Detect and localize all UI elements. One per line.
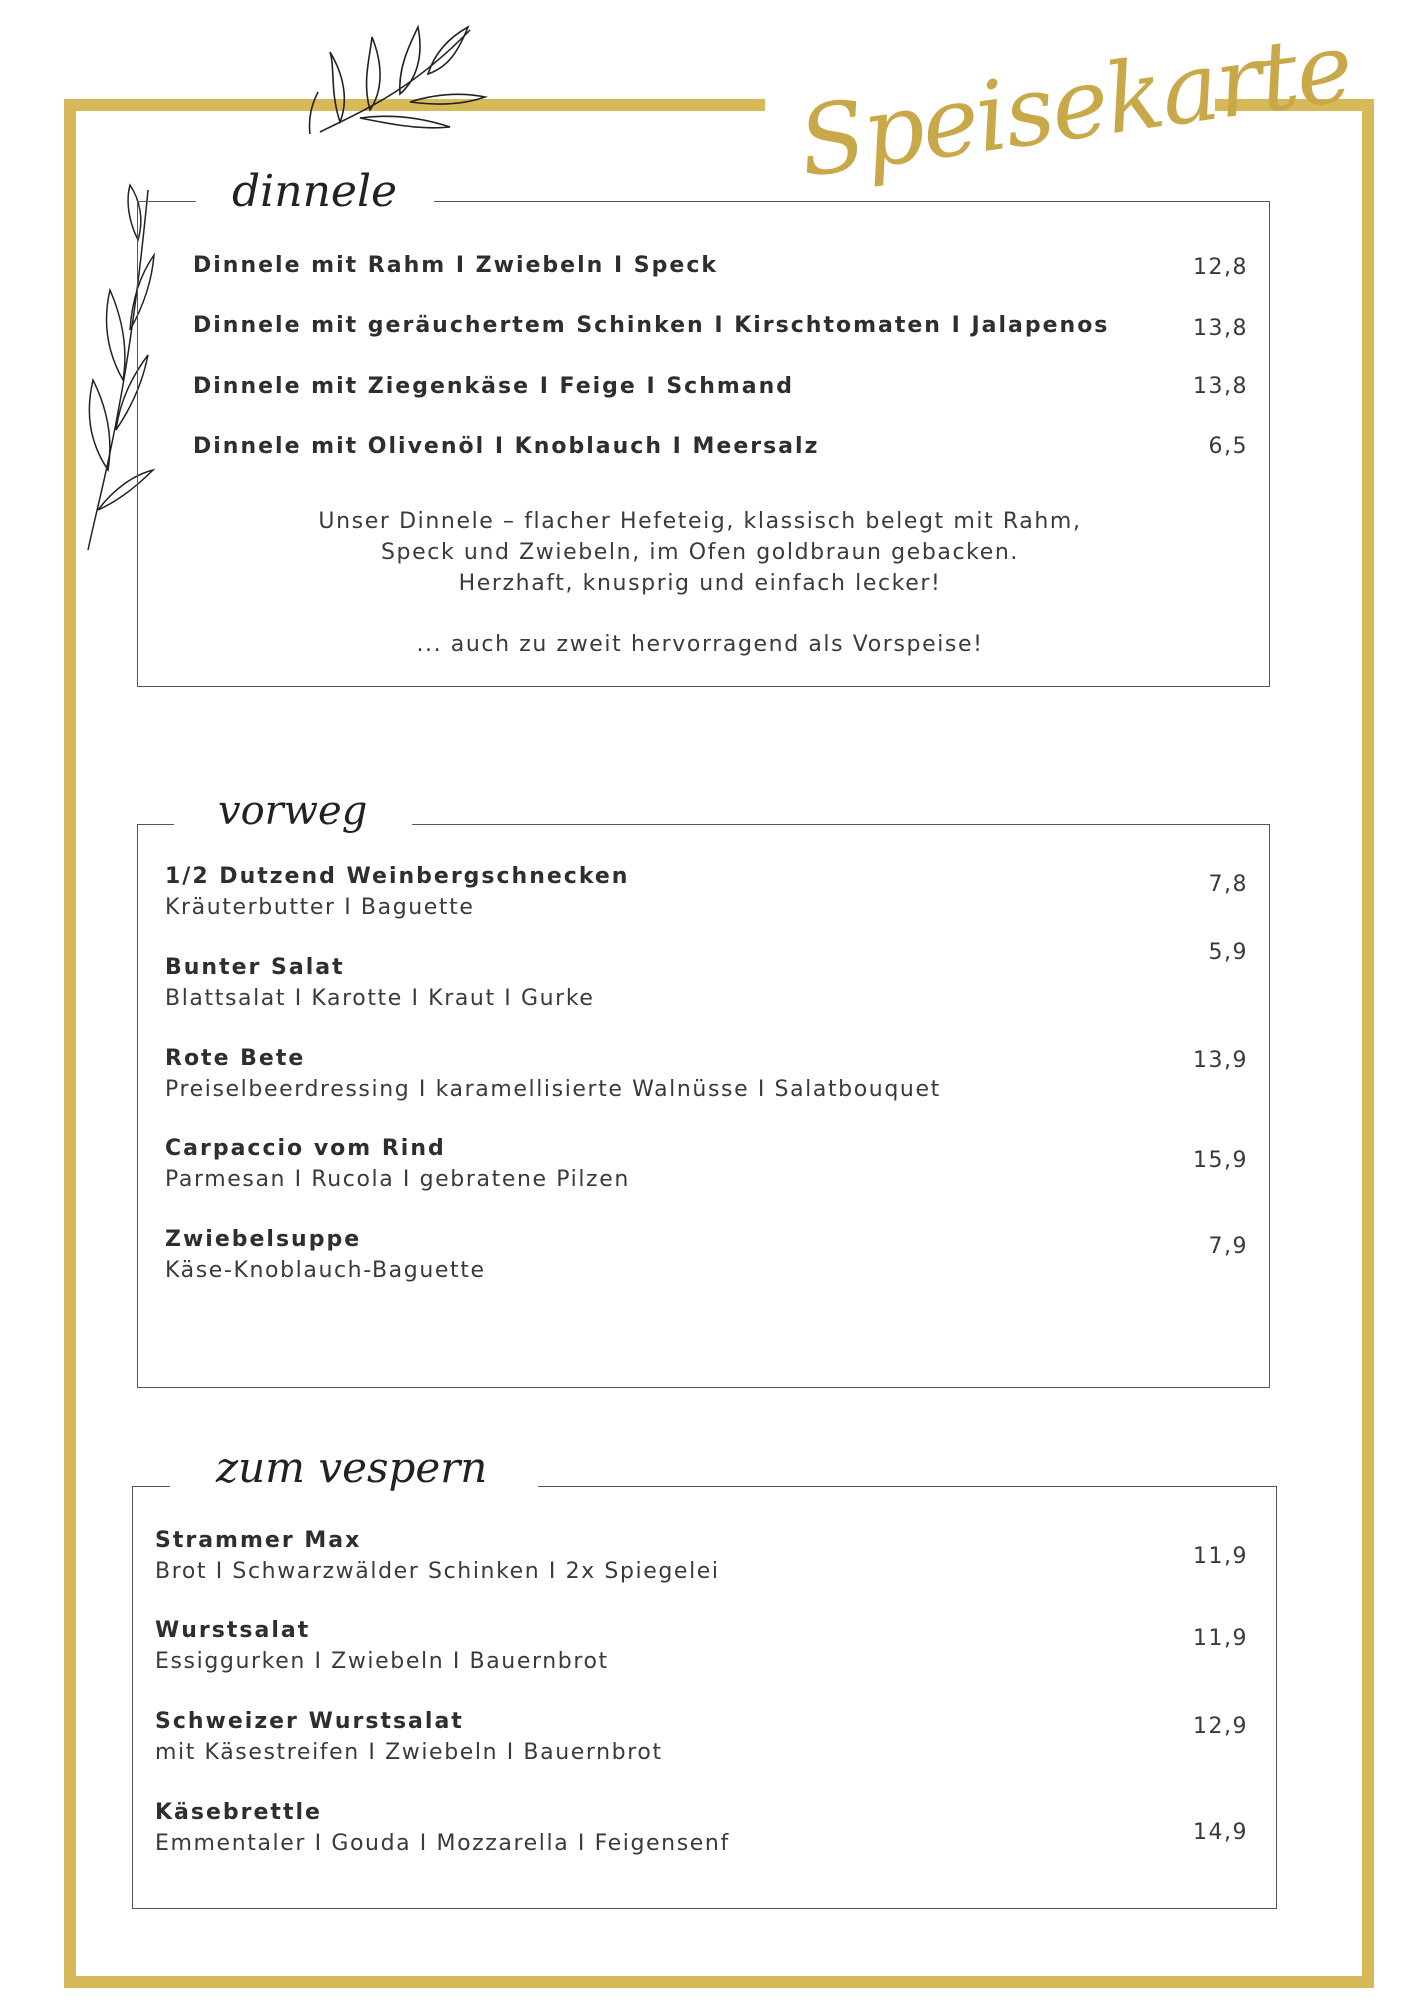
item-name: Zwiebelsuppe <box>165 1227 362 1252</box>
list-item <box>165 955 595 1011</box>
item-price: 13,8 <box>1193 316 1248 341</box>
item-name: Bunter Salat <box>165 955 345 980</box>
note-line: Unser Dinnele – flacher Hefeteig, klassisch belegt mit Rahm, <box>318 509 1082 534</box>
list-item <box>155 1528 720 1584</box>
item-price: 5,9 <box>1208 940 1248 965</box>
item-desc: Kräuterbutter I Baguette <box>165 895 475 920</box>
item-price: 13,8 <box>1193 374 1248 399</box>
list-item <box>155 1618 609 1674</box>
item-price: 12,8 <box>1193 255 1248 280</box>
dinnele-note <box>200 506 1200 660</box>
list-item <box>165 1227 486 1283</box>
item-name: Dinnele mit Olivenöl I Knoblauch I Meersalz <box>193 434 820 459</box>
item-name: Dinnele mit Rahm I Zwiebeln I Speck <box>193 253 718 278</box>
leaf-sprig-icon <box>300 22 490 172</box>
item-desc: Parmesan I Rucola I gebratene Pilzen <box>165 1167 630 1192</box>
dinnele-label <box>196 162 434 222</box>
item-price: 15,9 <box>1193 1148 1248 1173</box>
vesper-label <box>170 1434 538 1504</box>
item-name: Dinnele mit Ziegenkäse I Feige I Schmand <box>193 374 795 399</box>
item-price: 6,5 <box>1208 434 1248 459</box>
item-name: Käsebrettle <box>155 1800 322 1825</box>
vorweg-label-text: vorweg <box>218 788 368 834</box>
note-line: Herzhaft, knusprig und einfach lecker! <box>458 571 942 596</box>
item-name: Rote Bete <box>165 1046 306 1071</box>
item-price: 14,9 <box>1193 1820 1248 1845</box>
item-desc: Preiselbeerdressing I karamellisierte Walnüsse I Salatbouquet <box>165 1077 941 1102</box>
list-item <box>193 313 1109 338</box>
item-desc: mit Käsestreifen I Zwiebeln I Bauernbrot <box>155 1740 663 1765</box>
list-item <box>165 864 629 920</box>
vorweg-label <box>174 780 412 840</box>
vesper-label-text: zum vespern <box>216 1443 488 1492</box>
item-name: 1/2 Dutzend Weinbergschnecken <box>165 864 630 889</box>
item-price: 7,8 <box>1208 872 1248 897</box>
page-title <box>790 10 1358 210</box>
page-title-text: Speisekarte <box>792 10 1358 200</box>
item-name: Schweizer Wurstsalat <box>155 1709 464 1734</box>
item-desc: Emmentaler I Gouda I Mozzarella I Feigensenf <box>155 1831 730 1856</box>
item-price: 12,9 <box>1193 1714 1248 1739</box>
list-item <box>165 1046 941 1102</box>
item-name: Wurstsalat <box>155 1618 311 1643</box>
item-price: 7,9 <box>1208 1234 1248 1259</box>
list-item <box>165 1136 630 1192</box>
note-line: ... auch zu zweit hervorragend als Vorspeise! <box>416 632 984 657</box>
item-desc: Käse-Knoblauch-Baguette <box>165 1258 486 1283</box>
item-name: Strammer Max <box>155 1528 362 1553</box>
item-price: 13,9 <box>1193 1048 1248 1073</box>
list-item <box>155 1800 730 1856</box>
item-name: Dinnele mit geräuchertem Schinken I Kirschtomaten I Jalapenos <box>193 313 1110 338</box>
list-item <box>155 1709 663 1765</box>
item-desc: Brot I Schwarzwälder Schinken I 2x Spiegelei <box>155 1559 720 1584</box>
note-line: Speck und Zwiebeln, im Ofen goldbraun gebacken. <box>380 540 1019 565</box>
item-price: 11,9 <box>1193 1544 1248 1569</box>
list-item <box>193 434 819 459</box>
item-name: Carpaccio vom Rind <box>165 1136 446 1161</box>
item-desc: Blattsalat I Karotte I Kraut I Gurke <box>165 986 595 1011</box>
list-item <box>193 253 718 278</box>
dinnele-label-text: dinnele <box>232 166 398 217</box>
item-price: 11,9 <box>1193 1626 1248 1651</box>
item-desc: Essiggurken I Zwiebeln I Bauernbrot <box>155 1649 609 1674</box>
list-item <box>193 374 794 399</box>
